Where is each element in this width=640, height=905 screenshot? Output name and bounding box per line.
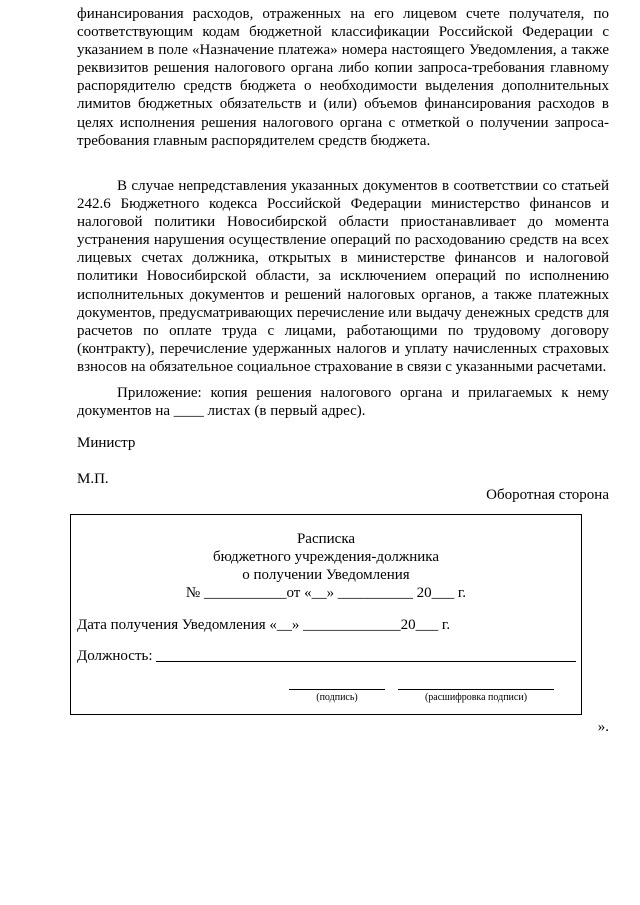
signature-decode-caption: (расшифровка подписи): [424, 692, 528, 703]
body-paragraph-2: В случае непредставления указанных документов в соответствии со статьей 242.6 Бюджетного кодекса Российской Федерации министерство финансов и налоговой политики Новосибирской области приостанавливает до момента устранения нарушения осуществление операций по расходованию средств на всех лицевых счетах должника, открытых в министерстве финансов и налоговой политики Новосибирской области, за исключением операций по исполнению исполнительных документов и решений налоговых органов, а также платежных документов, предусматривающих перечисление или выдачу денежных средств для расчетов по оплате труда с лицами, работающими по трудовому договору (контракту), перечисление удержанных налогов и уплату начисленных страховых взносов на обязательное социальное страхование в связи с указанными расчетами.: [77, 178, 609, 375]
position-row: [77, 647, 577, 665]
signature-line: [289, 689, 385, 690]
position-underline: [156, 661, 576, 662]
receipt-heading: [71, 530, 581, 602]
receipt-title-line-1: Расписка: [296, 531, 356, 547]
reverse-side-label: Оборотная сторона: [486, 487, 609, 503]
receipt-number-line: № ___________от «__» __________ 20___ г.: [185, 585, 467, 601]
attachment-paragraph: Приложение: копия решения налогового органа и прилагаемых к нему документов на ____ листах (в первый адрес).: [77, 385, 609, 420]
stamp-place: М.П.: [77, 471, 109, 487]
signatory-title: Министр: [77, 435, 136, 451]
receipt-form: [70, 514, 582, 715]
body-paragraph-1: финансирования расходов, отраженных на его лицевом счете получателя, по соответствующим кодам бюджетной классификации Российской Федерации с указанием в поле «Назначение платежа» номера настоящего Уведомления, а также реквизитов решения налогового органа либо копии запроса-требования главному распорядителю средств бюджета о необходимости выделения дополнительных лимитов бюджетных обязательств и (или) объемов финансирования расходов в целях исполнения решения налогового органа с отметкой о получении запроса-требования главным распорядителем средств бюджета.: [77, 6, 609, 149]
signature-decode-line: [398, 689, 554, 690]
signature-caption: (подпись): [316, 692, 358, 703]
receipt-title-line-3: о получении Уведомления: [242, 567, 410, 583]
closing-quote: ».: [597, 719, 609, 735]
receipt-title-line-2: бюджетного учреждения-должника: [212, 549, 439, 565]
position-label: Должность:: [77, 648, 153, 664]
date-received-line: Дата получения Уведомления «__» _____________20___ г.: [77, 617, 451, 633]
